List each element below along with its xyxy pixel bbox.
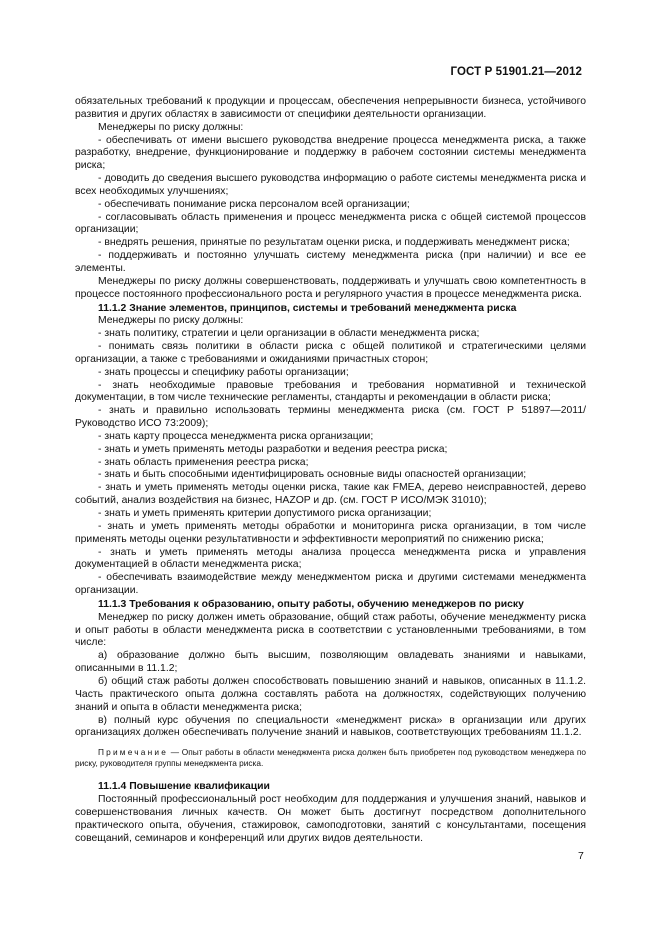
note bbox=[75, 747, 586, 769]
paragraph: - знать и правильно использовать термины менеджмента риска (см. ГОСТ Р 51897—2011/Руководство ИСО 73:2009); bbox=[75, 405, 586, 430]
standard-header: ГОСТ Р 51901.21—2012 bbox=[450, 66, 582, 78]
paragraph: в) полный курс обучения по специальности «менеджмент риска» в организации или других организациях должен обеспечивать получение знаний и навыков, соответствующих требованиям 11.1.2. bbox=[75, 714, 586, 739]
paragraph: - знать и уметь применять методы обработки и мониторинга риска организации, в том числе применять методы оценки результативности и эффективности мероприятий по снижению риска; bbox=[75, 520, 586, 545]
paragraph: Постоянный профессиональный рост необходим для поддержания и улучшения знаний, навыков и совершенствования личных качеств. Он может быть достигнут посредством дополнительного практического опыта, обучения, стажировок, самоподготовки, занятий с консультантами, посещения совещаний, семинаров и конференций или других видов деятельности. bbox=[75, 794, 586, 844]
paragraph: - знать и уметь применять методы анализа процесса менеджмента риска и управления документацией в области менеджмента риска; bbox=[75, 546, 586, 571]
note-text: — Опыт работы в области менеджмента риска должен быть приобретен под руководством менеджера по риску, руководителя группы менеджмента риска. bbox=[75, 747, 586, 769]
paragraph: Менеджеры по риску должны совершенствовать, поддерживать и улучшать свою компетентность в процессе постоянного профессионального роста и регулярного участия в процессе менеджмента риска. bbox=[75, 275, 586, 300]
paragraph: - знать и уметь применять методы оценки риска, такие как FMEA, дерево неисправностей, дерево событий, анализ воздействия на бизнес, HAZOP и др. (см. ГОСТ Р ИСО/МЭК 31010); bbox=[75, 482, 586, 507]
page-number: 7 bbox=[578, 850, 584, 862]
section-text-2 bbox=[75, 781, 586, 845]
paragraph: - знать область применения реестра риска; bbox=[98, 456, 309, 468]
paragraph: - знать необходимые правовые требования и требования нормативной и технической документации, в том числе технические регламенты, стандарты и рекомендации в области риска; bbox=[75, 379, 586, 404]
paragraph: - обеспечивать взаимодействие между менеджментом риска и другими системами менеджмента организации. bbox=[75, 572, 586, 597]
paragraph: а) образование должно быть высшим, позволяющим овладевать знаниями и навыками, описанными в 11.1.2; bbox=[75, 650, 586, 675]
section-heading: 11.1.4 Повышение квалификации bbox=[98, 781, 270, 793]
paragraph: Менеджеры по риску должны: bbox=[98, 121, 244, 133]
paragraph: б) общий стаж работы должен способствовать повышению знаний и навыков, описанных в 11.1.2. Часть практического опыта должна составлять работа на должностях, содействующих получению знаний и опыта в области менеджмента риска; bbox=[75, 675, 586, 713]
paragraph: - знать и уметь применять критерии допустимого риска организации; bbox=[98, 508, 432, 519]
paragraph: - знать политику, стратегии и цели организации в области менеджмента риска; bbox=[98, 328, 480, 340]
document-body bbox=[75, 96, 586, 845]
paragraph: обязательных требований к продукции и процессам, обеспечения непрерывности бизнеса, устойчивого развития и других областях в зависимости от специфики деятельности организации. bbox=[75, 96, 586, 120]
paragraph: - знать карту процесса менеджмента риска организации; bbox=[98, 430, 374, 442]
paragraph: - знать и быть способными идентифицировать основные виды опасностей организации; bbox=[98, 469, 527, 481]
section-heading: 11.1.2 Знание элементов, принципов, системы и требований менеджмента риска bbox=[98, 302, 517, 314]
paragraph: - обеспечивать от имени высшего руководства внедрение процесса менеджмента риска, а также разработку, внедрение, функционирование и поддержку в рабочем состоянии системы менеджмента риска; bbox=[75, 134, 586, 172]
note-label: Примечание bbox=[98, 747, 169, 758]
paragraph: Менеджеры по риску должны: bbox=[98, 315, 244, 327]
section-text bbox=[75, 96, 586, 740]
paragraph: - внедрять решения, принятые по результатам оценки риска, и поддерживать менеджмент риска; bbox=[98, 237, 570, 249]
paragraph: - знать процессы и специфику работы организации; bbox=[98, 366, 349, 378]
paragraph: - понимать связь политики в области риска с общей политикой и стратегическими целями организации, а также с требованиями и ожиданиями причастных сторон; bbox=[75, 341, 586, 365]
paragraph: - поддерживать и постоянно улучшать систему менеджмента риска (при наличии) и все ее элементы. bbox=[75, 250, 586, 274]
paragraph: Менеджер по риску должен иметь образование, общий стаж работы, обучение менеджменту риска и опыт работы в области менеджмента риска в соответствии с установленными требованиями, в том числе: bbox=[75, 611, 586, 649]
paragraph: - знать и уметь применять методы разработки и ведения реестра риска; bbox=[98, 443, 448, 455]
paragraph: - согласовывать область применения и процесс менеджмента риска с общей системой процессов организации; bbox=[75, 211, 586, 236]
paragraph: - обеспечивать понимание риска персоналом всей организации; bbox=[98, 198, 410, 210]
paragraph: - доводить до сведения высшего руководства информацию о работе системы менеджмента риска и всех необходимых улучшениях; bbox=[75, 173, 586, 197]
section-heading: 11.1.3 Требования к образованию, опыту работы, обучению менеджеров по риску bbox=[98, 598, 524, 610]
